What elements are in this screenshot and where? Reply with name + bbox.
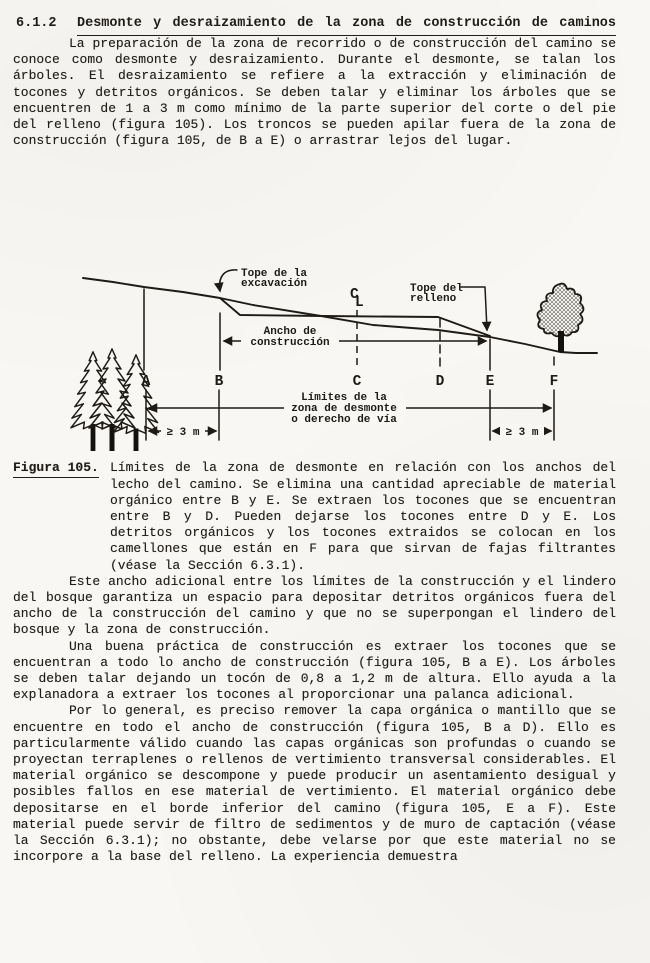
station-letter: F [549,374,559,391]
construction-width-label: Ancho de [263,326,317,339]
station-letter: A [141,374,151,391]
paragraph-additional-width: Este ancho adicional entre los límites de la construcción y el lindero del bosque garantiza un espacio para depositar detritos orgánicos fuera del ancho de la construcción del camino y que no se superpongan el lindero del bosque y la zona de construcción. [13,573,616,638]
figure-caption-text: Límites de la zona de desmonte en relación con los anchos del lecho del camino. Se elimina una cantidad apreciable de material orgánico entre B y E. Se extraen los tocones que se encuentran entre B y D. Pueden dejarse los tocones entre D y E. Los detritos orgánicos y los tocones extraidos se colocan en los camellones que están en F para que sirvan de fajas filtrantes (véase la Sección 6.3.1). [110,460,616,573]
svg-text:C: C [350,287,359,304]
station-letter: D [435,374,445,391]
svg-text:L: L [355,295,364,312]
section-heading [13,16,616,36]
section-number: 6.1.2 [16,16,57,31]
cut-limit-label: excavación [241,278,308,291]
fill-limit-label: relleno [410,293,457,306]
fill-limit-label: Tope del [410,283,463,296]
figure-caption [13,460,616,573]
station-letter: E [485,374,495,391]
clearing-limits-label: o derecho de vía [291,414,397,427]
pine-tree-icon [71,352,115,451]
road-cross-section-drawing [13,163,650,451]
fill-limit-arrow [461,287,487,330]
paragraph-intro: La preparación de la zona de recorrido o de construcción del camino se conoce como desmonte y desraizamiento. Durante el desmonte, se talan los árboles. El desraizamiento se refiere a la extracción y eliminación de tocones y detritos orgánicos. Se deben talar y eliminar los árboles que se encuentren de 1 a 3 m como mínimo de la parte superior del corte o del pie del relleno (figura 105). Los troncos se pueden apilar fuera de la zona de construcción (figura 105, de B a E) o arrastrar lejos del lugar. [13,36,616,149]
figure-105-diagram [13,163,616,451]
cut-limit-label: Tope de la [241,268,308,281]
paragraph-organic-layer: Por lo general, es preciso remover la capa orgánica o mantillo que se encuentre en todo el ancho de construcción (figura 105, B a D). Ello es particularmente válido cuando las capas orgánicas son profundas o cuando se proyectan terraplenes o rellenos de vertimiento transversal considerables. El material orgánico se descompone y puede producir un asentamiento desigual y posibles fallos en ese material de vertimiento. El material orgánico debe depositarse en el borde inferior del camino (figura 105, E a F). Este material puede servir de filtro de sedimentos y de muro de captación (véase la Sección 6.3.1); no obstante, debe velarse por que este material no se incorpore a la base del relleno. La experiencia demuestra [13,703,616,865]
centerline-icon [350,287,364,311]
section-title: Desmonte y desraizamiento de la zona de construcción de caminos [77,16,616,36]
deciduous-tree-icon [537,284,583,352]
clearing-limits-label: Límites de la [301,392,387,405]
pine-tree-icon [89,349,135,451]
min-3m-label-left: ≥ 3 m [166,427,200,440]
station-letter: B [214,374,224,391]
figure-caption-label: Figura 105. [13,460,110,573]
station-letter: C [352,374,362,391]
clearing-limits-label: zona de desmonte [291,403,397,416]
cut-limit-arrow [220,270,237,291]
min-3m-label-right: ≥ 3 m [505,427,539,440]
construction-width-label: construcción [250,337,330,350]
paragraph-good-practice: Una buena práctica de construcción es extraer los tocones que se encuentran a todo lo ancho de construcción (figura 105, B a E). Los árboles se deben talar dejando un tocón de 0,8 a 1,2 m de altura. Ello ayuda a la explanadora a extraer los tocones al proporcionar una palanca adicional. [13,638,616,703]
